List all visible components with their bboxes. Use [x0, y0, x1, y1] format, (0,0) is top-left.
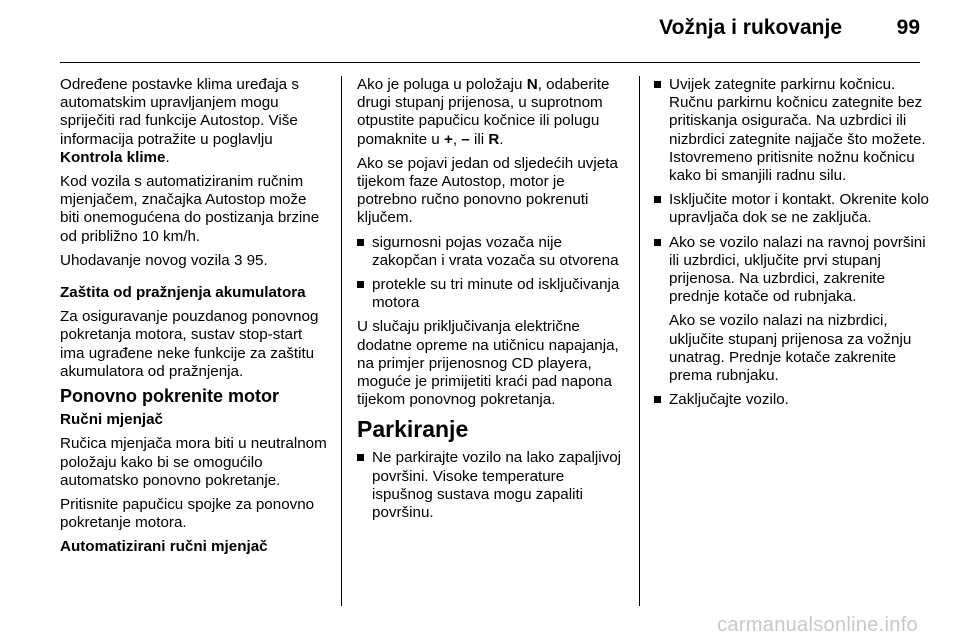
parking-steps-list: [654, 76, 929, 409]
heading-restart-engine: Ponovno pokrenite motor: [60, 386, 280, 407]
paragraph-conditions: Ako se pojavi jedan od sljedećih uvjeta tijekom faze Autostop, motor je potrebno ručno ponovno pokrenuti ključem.: [357, 154, 618, 227]
watermark: carmanualsonline.info: [717, 614, 918, 636]
list-item-continuation: Ako se vozilo nalazi na nizbrdici, uključite stupanj prijenosa za vožnju unatrag. Prednje kotače zakrenite prema rubnjaku.: [669, 312, 912, 385]
paragraph-neutral: Ručica mjenjača mora biti u neutralnom položaju kako bi se omogućilo automatsko ponovno pokretanje.: [60, 435, 327, 489]
gear-n: N: [526, 76, 538, 93]
page-reference-arrow-icon: 3: [233, 251, 243, 269]
text: , odaberite drugi stupanj prijenosa, u suprotnom otpustite papučicu kočnice ili polugu pomaknite u: [357, 76, 610, 148]
text: ,: [452, 130, 462, 148]
list-item: Zaključajte vozilo.: [654, 391, 929, 409]
paragraph-text-end: .: [165, 148, 170, 166]
text: .: [499, 130, 504, 148]
column-1: [60, 76, 330, 563]
subheading-manual-gearbox: Ručni mjenjač: [60, 411, 163, 429]
climate-control-reference[interactable]: Kontrola klime: [60, 148, 166, 166]
page-reference[interactable]: 95.: [242, 251, 268, 269]
conditions-list: [357, 234, 627, 313]
list-item: [654, 234, 929, 386]
text: ili: [469, 130, 489, 148]
column-divider-1: [341, 76, 342, 606]
header-rule: [60, 62, 920, 63]
page-number: 99: [896, 16, 920, 39]
subheading-battery: Zaštita od pražnjenja akumulatora: [60, 284, 306, 302]
gear-plus: +: [443, 130, 453, 148]
gear-minus: –: [461, 130, 470, 148]
column-2: [357, 76, 627, 528]
header-title: Vožnja i rukovanje: [659, 16, 842, 39]
paragraph-lever: [357, 76, 627, 149]
paragraph-automated-gearbox: Kod vozila s automatiziranim ručnim mjenjačem, značajka Autostop može biti onemogućena do postizanja brzine od približno 10 km/h.: [60, 173, 320, 245]
subheading-automated-manual: Automatizirani ručni mjenjač: [60, 538, 268, 556]
paragraph-text: Određene postavke klima uređaja s automatskim upravljanjem mogu spriječiti rad funkcije Autostop. Više informacija potražite u poglavlju: [60, 76, 299, 148]
list-item: Ne parkirajte vozilo na lako zapaljivoj površini. Visoke temperature ispušnog sustava mogu zapaliti površinu.: [357, 449, 627, 522]
column-divider-2: [639, 76, 640, 606]
gear-r: R: [488, 130, 500, 148]
list-item: Uvijek zategnite parkirnu kočnicu. Ručnu parkirnu kočnicu zategnite bez pritiskanja osigurača. Na uzbrdici ili nizbrdici zategnite najjače što možete. Istovremeno pritisnite nožnu kočnicu kako bi smanjili radnu silu.: [654, 76, 929, 185]
list-item: protekle su tri minute od isključivanja motora: [357, 276, 627, 312]
paragraph-running-in: [60, 252, 330, 270]
parking-list: [357, 449, 627, 522]
text: Ako je poluga u položaju: [357, 76, 527, 93]
paragraph-text: Uhodavanje novog vozila: [60, 251, 234, 269]
paragraph-accessories: U slučaju priključivanja električne dodatne opreme na utičnicu napajanja, na primjer prijenosnog CD playera, moguće je primijetiti kraći pad napona tijekom ponovnog pokretanja.: [357, 318, 619, 409]
list-item: sigurnosni pojas vozača nije zakopčan i vrata vozača su otvorena: [357, 234, 627, 270]
list-item-text: Ako se vozilo nalazi na ravnoj površini ili uzbrdici, uključite prvi stupanj prijenosa. Na uzbrdici, zakrenite prednje kotače od rubnjaka.: [669, 233, 926, 306]
list-item: Isključite motor i kontakt. Okrenite kolo upravljača dok se ne zaključa.: [654, 191, 929, 227]
column-3: [654, 76, 929, 415]
heading-parking: Parkiranje: [357, 416, 469, 443]
paragraph-clutch: Pritisnite papučicu spojke za ponovno pokretanje motora.: [60, 496, 315, 532]
paragraph-climate: [60, 76, 330, 167]
paragraph-battery: Za osiguravanje pouzdanog ponovnog pokretanja motora, sustav stop-start ima ugrađene neke funkcije za zaštitu akumulatora od pražnjenja.: [60, 308, 319, 380]
